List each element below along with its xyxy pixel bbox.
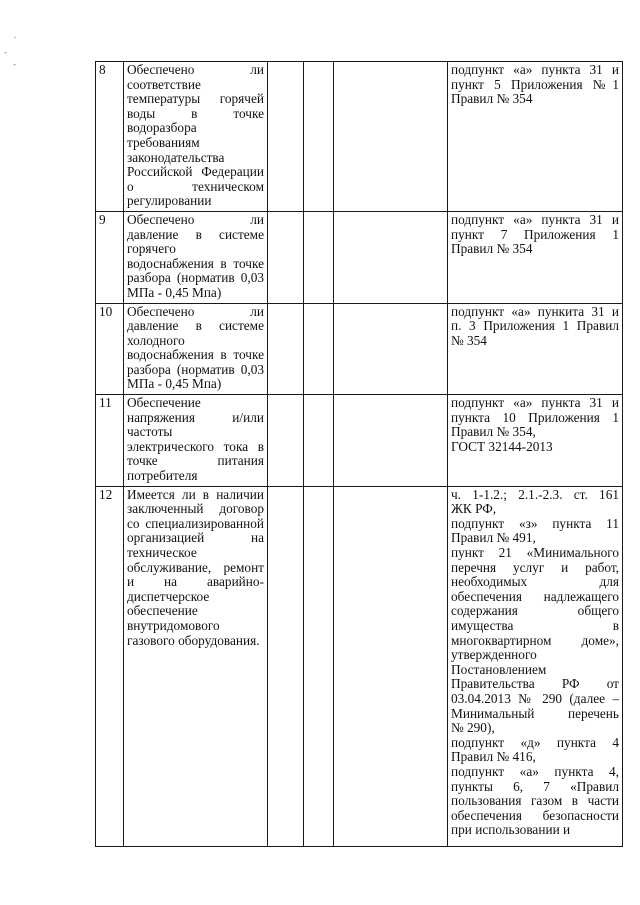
question-line: и на аварийно- xyxy=(127,574,264,590)
legal-basis xyxy=(448,486,623,846)
question-line: законодательства xyxy=(127,149,225,165)
answer-yes-cell xyxy=(268,211,304,303)
question-line: МПа - 0,45 Мпа) xyxy=(127,284,222,300)
question-line: Обеспечено ли xyxy=(127,62,264,77)
table-row xyxy=(96,486,623,846)
basis-line: Правил № 416, xyxy=(451,749,536,765)
basis-line: ЖК РФ, xyxy=(451,501,497,517)
basis-line: Правительства РФ от xyxy=(451,676,619,692)
basis-line: имущества в xyxy=(451,617,619,633)
answer-yes-cell xyxy=(268,303,304,395)
table-row xyxy=(96,62,623,212)
question-line: Российской Федерации xyxy=(127,164,264,180)
question-line: заключенный договор xyxy=(127,501,264,517)
row-number: 10 xyxy=(96,303,124,395)
question-line: регулировании xyxy=(127,193,212,209)
answer-na-cell xyxy=(334,395,448,487)
question-line: напряжения и/или xyxy=(127,409,264,425)
question-line: о техническом xyxy=(127,178,264,194)
basis-line: многоквартирном доме», xyxy=(451,632,619,648)
requirement-question xyxy=(124,62,268,212)
question-line: частоты xyxy=(127,424,173,440)
basis-line: п. 3 Приложения 1 Правил xyxy=(451,318,619,334)
basis-line: подпункт «а» пункта 31 и xyxy=(451,395,619,411)
basis-line: 03.04.2013 № 290 (далее – xyxy=(451,690,619,706)
question-line: разбора (норматив 0,03 xyxy=(127,270,264,286)
basis-line: ГОСТ 32144-2013 xyxy=(451,438,553,454)
question-line: Обеспечено ли xyxy=(127,211,264,227)
question-line: температуры горячей xyxy=(127,91,264,107)
margin-mark-2: - xyxy=(4,47,7,57)
margin-mark-1: . xyxy=(14,30,17,40)
basis-line: подпункт «а» пункта 31 и xyxy=(451,62,619,77)
answer-yes-cell xyxy=(268,395,304,487)
row-number: 12 xyxy=(96,486,124,846)
question-line: холодного xyxy=(127,332,185,348)
requirement-question xyxy=(124,303,268,395)
question-line: воды в точке xyxy=(127,105,264,121)
basis-line: подпункт «з» пункта 11 xyxy=(451,515,619,531)
basis-line: необходимых для xyxy=(451,574,619,590)
answer-na-cell xyxy=(334,303,448,395)
question-line: водоснабжения в точке xyxy=(127,255,264,271)
answer-no-cell xyxy=(304,62,334,212)
basis-line: пункт 21 «Минимального xyxy=(451,545,619,560)
basis-line: подпункт «д» пункта 4 xyxy=(451,734,619,750)
question-line: водоразбора xyxy=(127,120,197,136)
table-row xyxy=(96,395,623,487)
basis-line: подпункт «а» пункита 31 и xyxy=(451,303,619,319)
question-line: обслуживание, ремонт xyxy=(127,559,264,575)
question-line: давление в системе xyxy=(127,226,264,242)
answer-na-cell xyxy=(334,486,448,846)
inspection-checklist-table xyxy=(95,61,623,847)
table-row xyxy=(96,211,623,303)
requirement-question xyxy=(124,486,268,846)
question-line: со специализированной xyxy=(127,515,264,531)
basis-line: подпункт «а» пункта 4, xyxy=(451,763,619,779)
basis-line: при использовании и xyxy=(451,822,571,838)
basis-line: Постановлением xyxy=(451,661,547,677)
basis-line: Минимальный перечень xyxy=(451,705,619,721)
basis-line: пользования газом в части xyxy=(451,793,619,809)
legal-basis xyxy=(448,395,623,487)
basis-line: пункты 6, 7 «Правил xyxy=(451,778,619,794)
question-line: МПа - 0,45 Мпа) xyxy=(127,376,222,392)
answer-na-cell xyxy=(334,62,448,212)
basis-line: пункт 7 Приложения 1 xyxy=(451,226,619,242)
table-row xyxy=(96,303,623,395)
requirement-question xyxy=(124,211,268,303)
question-line: диспетчерское xyxy=(127,588,210,604)
basis-line: Правил № 491, xyxy=(451,530,536,546)
question-line: давление в системе xyxy=(127,318,264,334)
question-line: техническое xyxy=(127,545,197,560)
answer-yes-cell xyxy=(268,62,304,212)
question-line: требованиям xyxy=(127,134,200,150)
question-line: водоснабжения в точке xyxy=(127,347,264,363)
basis-line: № 354 xyxy=(451,332,487,348)
question-line: потребителя xyxy=(127,468,198,484)
basis-line: № 290), xyxy=(451,720,495,736)
margin-mark-3: - xyxy=(13,59,16,69)
basis-line: пункт 5 Приложения №1 xyxy=(451,76,619,92)
answer-no-cell xyxy=(304,211,334,303)
answer-no-cell xyxy=(304,303,334,395)
answer-no-cell xyxy=(304,486,334,846)
answer-yes-cell xyxy=(268,486,304,846)
basis-line: утвержденного xyxy=(451,647,537,663)
question-line: разбора (норматив 0,03 xyxy=(127,361,264,377)
basis-line: Правил № 354, xyxy=(451,424,536,440)
question-line: точке питания xyxy=(127,453,264,469)
row-number: 11 xyxy=(96,395,124,487)
basis-line: пункта 10 Приложения 1 xyxy=(451,409,619,425)
question-line: соответствие xyxy=(127,76,201,92)
basis-line: перечня услуг и работ, xyxy=(451,559,619,575)
basis-line: ч. 1-1.2.; 2.1.-2.3. ст. 161 xyxy=(451,486,619,502)
legal-basis xyxy=(448,303,623,395)
question-line: горячего xyxy=(127,241,176,257)
question-line: газового оборудования. xyxy=(127,632,260,648)
question-line: обеспечение xyxy=(127,603,198,619)
answer-no-cell xyxy=(304,395,334,487)
basis-line: Правил № 354 xyxy=(451,241,533,257)
basis-line: обеспечения надлежащего xyxy=(451,588,619,604)
row-number: 8 xyxy=(96,62,124,212)
question-line: организацией на xyxy=(127,530,264,546)
basis-line: обеспечения безопасности xyxy=(451,807,619,823)
row-number: 9 xyxy=(96,211,124,303)
requirement-question xyxy=(124,395,268,487)
basis-line: Правил № 354 xyxy=(451,91,533,107)
question-line: внутридомового xyxy=(127,617,220,633)
answer-na-cell xyxy=(334,211,448,303)
basis-line: содержания общего xyxy=(451,603,619,619)
legal-basis xyxy=(448,211,623,303)
question-line: Обеспечение xyxy=(127,395,201,411)
legal-basis xyxy=(448,62,623,212)
question-line: Имеется ли в наличии xyxy=(127,486,264,502)
question-line: Обеспечено ли xyxy=(127,303,264,319)
basis-line: подпункт «а» пункта 31 и xyxy=(451,211,619,227)
question-line: электрического тока в xyxy=(127,438,264,454)
